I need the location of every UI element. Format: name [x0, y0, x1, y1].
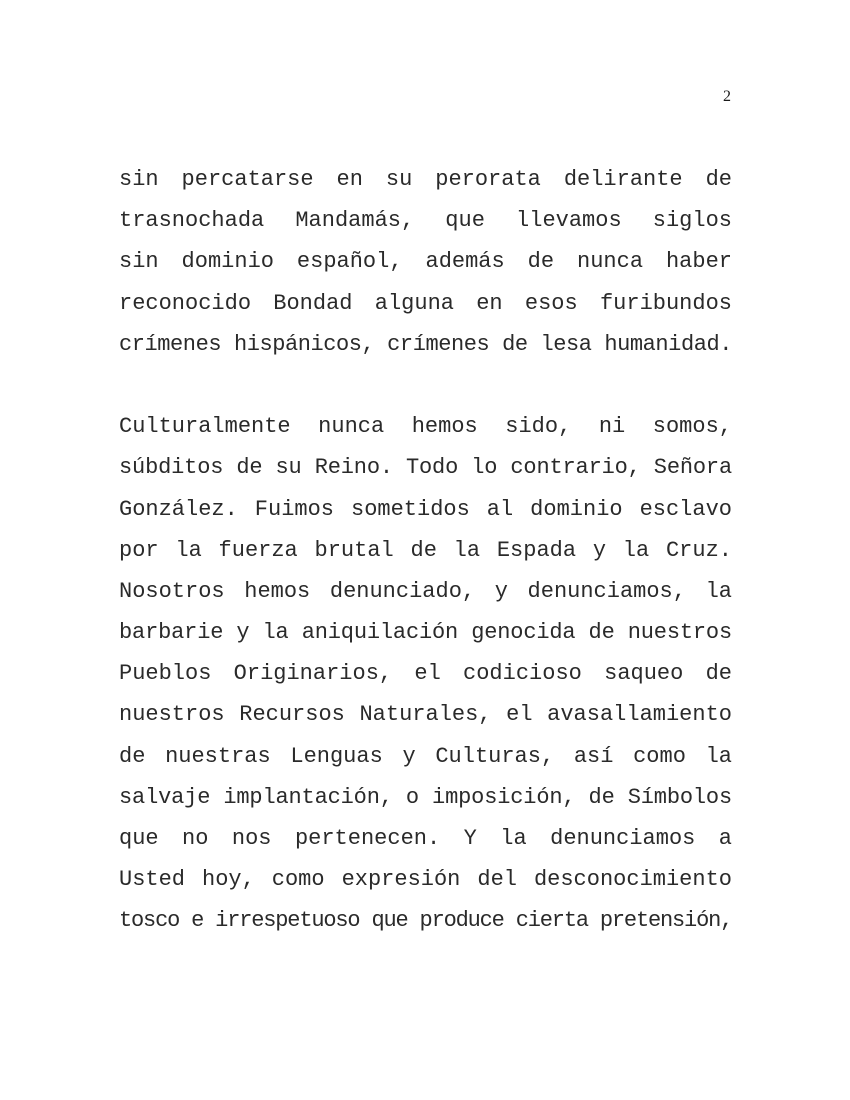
text-line: de nuestras Lenguas y Culturas, así como la: [119, 743, 732, 769]
text-line: trasnochada Mandamás, que llevamos siglos: [119, 208, 732, 234]
text-line: Pueblos Originarios, el codicioso saqueo de: [119, 661, 732, 687]
paragraph-1: [119, 159, 732, 365]
page-number: 2: [723, 88, 731, 105]
text-line: reconocido Bondad alguna en esos furibundos: [119, 290, 732, 316]
document-body: [119, 159, 732, 942]
text-line: Culturalmente nunca hemos sido, ni somos,: [119, 414, 732, 440]
text-line: salvaje implantación, o imposición, de Símbolos: [119, 784, 732, 810]
text-line: Usted hoy, como expresión del desconocimiento: [119, 867, 732, 893]
text-line: tosco e irrespetuoso que produce cierta pretensión,: [119, 908, 733, 934]
text-line: sin percatarse en su perorata delirante de: [119, 167, 732, 192]
text-line: por la fuerza brutal de la Espada y la Cruz.: [119, 537, 732, 563]
text-line: crímenes hispánicos, crímenes de lesa humanidad.: [119, 331, 732, 357]
paragraph-2: [119, 406, 732, 941]
text-line: nuestros Recursos Naturales, el avasallamiento: [119, 702, 732, 728]
text-line: súbditos de su Reino. Todo lo contrario, Señora: [119, 455, 732, 481]
text-line: barbarie y la aniquilación genocida de nuestros: [119, 620, 732, 646]
text-line: que no nos pertenecen. Y la denunciamos a: [119, 826, 732, 851]
text-line: Nosotros hemos denunciado, y denunciamos, la: [119, 578, 732, 604]
text-line: sin dominio español, además de nunca haber: [119, 249, 732, 275]
text-line: González. Fuimos sometidos al dominio esclavo: [119, 496, 732, 522]
